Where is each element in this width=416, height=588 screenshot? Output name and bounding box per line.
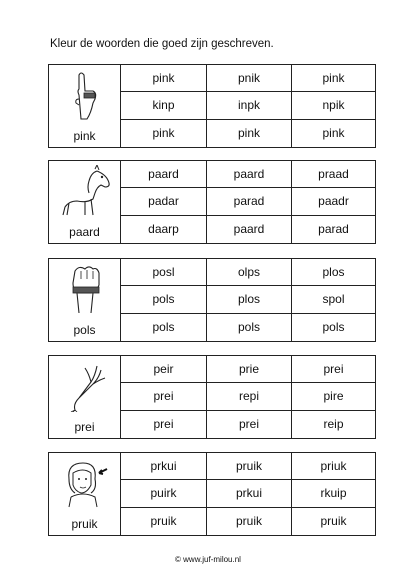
word-cell[interactable]: olps [207,259,292,286]
word-cell[interactable]: peir [121,356,207,383]
word-cell[interactable]: plos [207,286,292,313]
word-cell[interactable]: pols [207,314,292,341]
word-cell[interactable]: puirk [121,480,207,507]
picture-label: pink [73,129,96,143]
word-cell[interactable]: pols [121,286,207,313]
wrist-watch-icon [57,263,113,315]
word-cell[interactable]: npik [292,92,375,119]
word-cell[interactable]: pruik [207,508,292,535]
word-cell[interactable]: prei [121,411,207,438]
picture-cell [49,356,121,438]
word-cell[interactable]: prei [121,383,207,410]
word-cell[interactable]: repi [207,383,292,410]
word-cell[interactable]: daarp [121,216,207,243]
word-group-pols [48,258,376,342]
picture-cell [49,161,121,243]
word-cell[interactable]: plos [292,259,375,286]
word-cell[interactable]: pnik [207,65,292,92]
word-group-prei [48,355,376,439]
word-cell[interactable]: parad [318,222,349,237]
word-cell[interactable]: pols [121,314,207,341]
word-cell[interactable]: pink [292,65,375,92]
word-cell[interactable]: pire [292,383,375,410]
word-group-pruik [48,452,376,536]
word-cell[interactable]: paard [207,161,292,188]
picture-label: prei [74,420,95,434]
word-cell[interactable]: pink [121,120,207,147]
word-cell[interactable]: praad [292,161,375,188]
word-cell[interactable]: pruik [207,453,292,480]
picture-cell [49,65,121,147]
word-cell[interactable]: posl [121,259,207,286]
picture-label: pruik [71,517,98,531]
picture-label: pols [73,323,96,337]
word-cell[interactable]: pink [121,65,207,92]
picture-cell [49,453,121,535]
word-cell[interactable]: pols [322,320,345,335]
word-cell[interactable]: paard [207,216,292,243]
word-cell[interactable]: priuk [292,453,375,480]
picture-cell [49,259,121,341]
word-cell[interactable]: prkui [121,453,207,480]
word-cell[interactable]: paadr [292,188,375,215]
word-cell[interactable]: pruik [121,508,207,535]
word-cell[interactable]: reip [323,417,344,432]
word-cell[interactable]: paard [121,161,207,188]
word-cell[interactable]: kinp [121,92,207,119]
word-group-paard [48,160,376,244]
word-cell[interactable]: prie [207,356,292,383]
footer-credit: © www.juf-milou.nl [175,555,241,564]
word-cell[interactable]: rkuip [292,480,375,507]
hand-pinky-icon [57,69,113,121]
word-cell[interactable]: prkui [207,480,292,507]
picture-label: paard [69,225,100,239]
word-cell[interactable]: inpk [207,92,292,119]
word-cell[interactable]: parad [207,188,292,215]
horse-icon [57,165,113,217]
word-cell[interactable]: pruik [320,514,347,529]
leek-icon [57,360,113,412]
word-cell[interactable]: prei [292,356,375,383]
word-cell[interactable]: pink [207,120,292,147]
word-cell[interactable]: pink [322,126,345,141]
instruction-text: Kleur de woorden die goed zijn geschreven. [50,38,274,50]
word-cell[interactable]: spol [292,286,375,313]
word-cell[interactable]: prei [207,411,292,438]
word-group-pink [48,64,376,148]
word-cell[interactable]: padar [121,188,207,215]
wig-icon [57,457,113,509]
